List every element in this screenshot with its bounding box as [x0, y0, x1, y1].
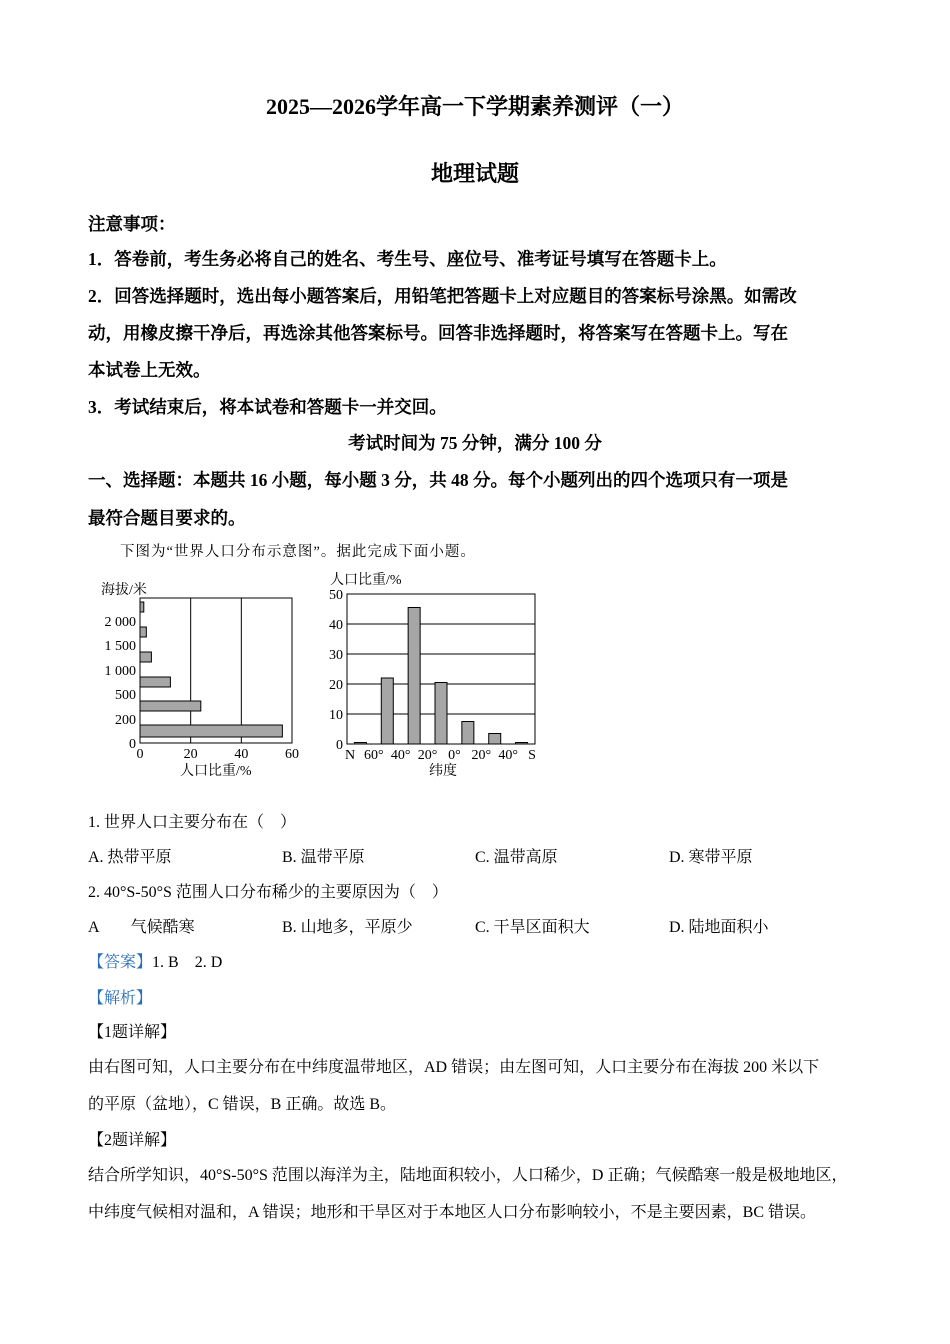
answer-line	[88, 949, 222, 972]
detail-1-tag: 【1题详解】	[88, 1024, 177, 1041]
notice-item-1: 1．答卷前，考生务必将自己的姓名、考生号、座位号、准考证号填写在答题卡上。	[88, 249, 727, 269]
altitude-chart-ylabel: 海拔/米	[101, 583, 147, 598]
altitude-y-tick-label: 0	[129, 737, 136, 752]
altitude-y-tick-label: 500	[115, 688, 136, 703]
altitude-bar	[140, 602, 144, 612]
latitude-bar	[462, 722, 474, 745]
latitude-x-tick-label: S	[528, 748, 536, 763]
latitude-x-tick-label: N	[344, 748, 356, 763]
altitude-y-tick-label: 1 000	[104, 664, 136, 679]
latitude-chart-ylabel: 人口比重/%	[330, 573, 402, 588]
notice-item-2-line-2: 动，用橡皮擦干净后，再选涂其他答案标号。回答非选择题时，将答案写在答题卡上。写在	[88, 323, 788, 343]
latitude-y-tick-label: 0	[336, 738, 343, 753]
notice-heading: 注意事项：	[88, 214, 176, 234]
q2-option-c: C. 干旱区面积大	[475, 919, 590, 936]
q2-option-b: B. 山地多，平原少	[282, 919, 413, 936]
section-heading-line-1: 一、选择题：本题共 16 小题，每小题 3 分，共 48 分。每个小题列出的四个选项只有一项是	[88, 470, 788, 490]
altitude-bar	[140, 701, 201, 711]
exam-time: 考试时间为 75 分钟，满分 100 分	[348, 433, 602, 453]
q1-option-c: C. 温带高原	[475, 849, 558, 866]
q2-option-a: A 气候酷寒	[88, 919, 195, 936]
detail-2-tag: 【2题详解】	[88, 1132, 177, 1149]
altitude-x-tick-label: 60	[285, 747, 299, 762]
latitude-bar	[354, 743, 366, 745]
figure-intro: 下图为“世界人口分布示意图”。据此完成下面小题。	[120, 544, 476, 560]
detail-2-line-1: 结合所学知识，40°S-50°S 范围以海洋为主，陆地面积较小，人口稀少，D 正确；气候酷寒一般是极地地区，	[88, 1167, 848, 1184]
altitude-chart-xlabel: 人口比重/%	[180, 764, 252, 779]
latitude-x-tick-label: 40°	[390, 748, 411, 763]
detail-2-line-2: 中纬度气候相对温和，A 错误；地形和干旱区对于本地区人口分布影响较小，不是主要因素，BC 错误。	[88, 1204, 817, 1221]
altitude-bar	[140, 652, 151, 662]
page-subtitle: 地理试题	[430, 161, 519, 186]
latitude-y-tick-label: 20	[329, 678, 343, 693]
altitude-x-tick-label: 20	[183, 747, 198, 762]
q1-option-d: D. 寒带平原	[669, 849, 753, 866]
latitude-y-tick-label: 30	[329, 648, 343, 663]
latitude-bar	[435, 683, 447, 745]
altitude-chart-frame	[140, 598, 292, 743]
altitude-x-tick-label: 0	[136, 747, 144, 762]
altitude-x-tick-label: 40	[234, 747, 249, 762]
latitude-y-tick-label: 50	[329, 588, 343, 603]
latitude-x-tick-label: 20°	[417, 748, 438, 763]
notice-item-3: 3．考试结束后，将本试卷和答题卡一并交回。	[88, 397, 447, 417]
question-2: 2. 40°S-50°S 范围人口分布稀少的主要原因为（ ）	[88, 884, 448, 901]
latitude-chart	[329, 572, 536, 779]
latitude-y-tick-label: 10	[329, 708, 343, 723]
q2-option-d: D. 陆地面积小	[669, 919, 769, 936]
altitude-bar	[140, 725, 282, 737]
altitude-bar	[140, 677, 170, 687]
q1-option-b: B. 温带平原	[282, 849, 365, 866]
latitude-x-tick-label: 40°	[498, 748, 518, 763]
latitude-x-tick-label: 60°	[364, 748, 384, 763]
latitude-bar	[516, 743, 528, 745]
altitude-y-tick-label: 1 500	[104, 639, 136, 654]
altitude-bar	[140, 627, 146, 637]
answer-tag: 【答案】	[88, 954, 153, 971]
analysis-tag: 【解析】	[88, 990, 153, 1007]
latitude-y-tick-label: 40	[329, 618, 343, 633]
population-distribution-figure	[95, 565, 555, 785]
notice-item-2-line-1: 2．回答选择题时，选出每小题答案后，用铅笔把答题卡上对应题目的答案标号涂黑。如需改	[88, 286, 797, 306]
detail-1-line-2: 的平原（盆地），C 错误，B 正确。故选 B。	[88, 1096, 397, 1113]
latitude-bar	[381, 678, 393, 744]
detail-1-line-1: 由右图可知，人口主要分布在中纬度温带地区，AD 错误；由左图可知，人口主要分布在海拔 200 米以下	[88, 1059, 820, 1076]
notice-item-2-line-3: 本试卷上无效。	[88, 360, 211, 380]
page-title: 2025—2026学年高一下学期素养测评（一）	[265, 94, 684, 119]
section-heading-line-2: 最符合题目要求的。	[88, 508, 246, 528]
answer-text: 1. B 2. D	[152, 954, 223, 971]
latitude-x-tick-label: 0°	[448, 748, 461, 763]
q1-option-a: A. 热带平原	[88, 849, 172, 866]
question-1: 1. 世界人口主要分布在（ ）	[88, 814, 297, 831]
latitude-bar	[489, 734, 501, 745]
altitude-y-tick-label: 200	[115, 713, 136, 728]
latitude-bar	[408, 608, 420, 745]
latitude-chart-xlabel: 纬度	[429, 764, 457, 779]
latitude-x-tick-label: 20°	[471, 748, 492, 763]
altitude-chart	[101, 581, 299, 779]
altitude-y-tick-label: 2 000	[104, 615, 136, 630]
